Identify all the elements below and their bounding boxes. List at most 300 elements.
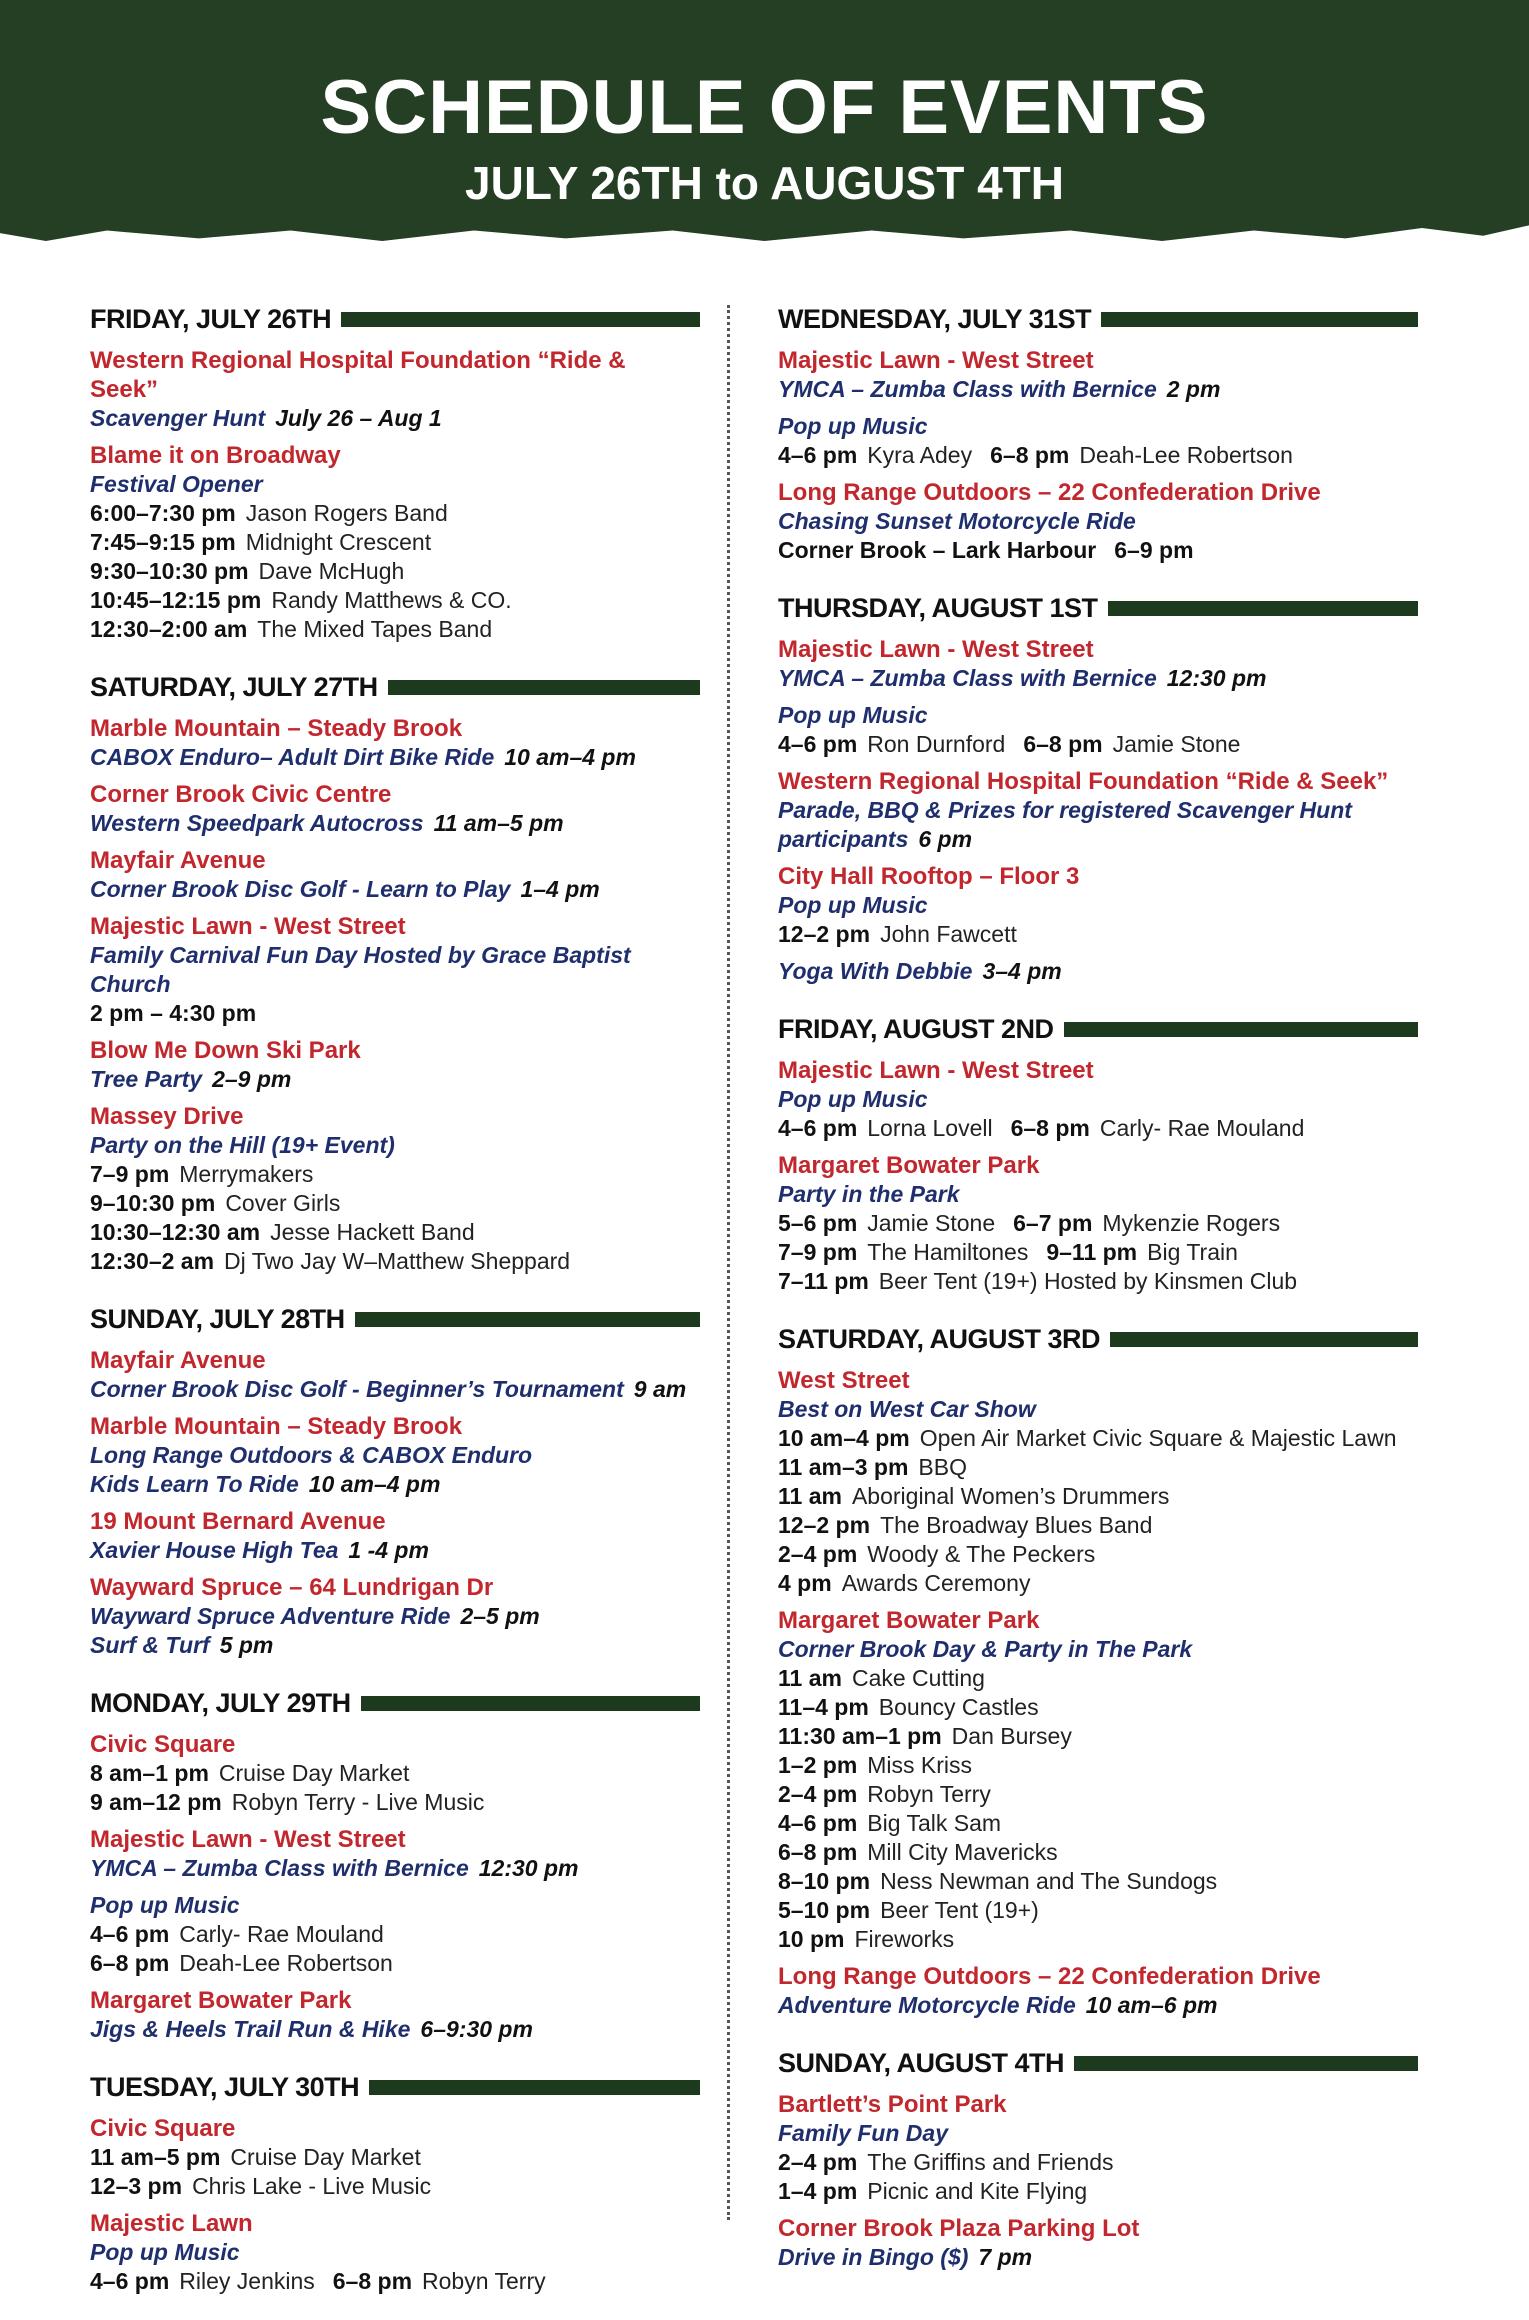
event-item [90, 1036, 700, 1094]
schedule-performer: Open Air Market Civic Square & Majestic Lawn [919, 1425, 1397, 1451]
event-item [90, 1825, 700, 1883]
event-title [90, 743, 700, 772]
event-item [90, 1891, 700, 1978]
event-title [90, 2015, 700, 2044]
event-title [778, 375, 1418, 404]
event-location: Bartlett’s Point Park [778, 2091, 1007, 2118]
event-title-text: Pop up Music [90, 1892, 240, 1918]
schedule-line [778, 1780, 1418, 1809]
schedule-time: 6–8 pm [1010, 1115, 1090, 1141]
event-item [778, 701, 1418, 759]
schedule-time: 8 am–1 pm [90, 1760, 209, 1786]
schedule-performer: Beer Tent (19+) Hosted by Kinsmen Club [878, 1268, 1298, 1294]
event-title [778, 2243, 1418, 2272]
event-item [778, 957, 1418, 986]
event-time: 2–9 pm [212, 1066, 292, 1092]
event-location: Majestic Lawn [90, 2210, 253, 2237]
schedule-line [778, 1482, 1418, 1511]
event-item [90, 441, 700, 644]
schedule-time: 6:00–7:30 pm [90, 500, 236, 526]
event-title-text: Festival Opener [90, 471, 263, 497]
event-title [778, 2119, 1418, 2148]
schedule-performer: John Fawcett [880, 921, 1017, 947]
event-title-text: Best on West Car Show [778, 1396, 1036, 1422]
event-title-text: Corner Brook Disc Golf - Learn to Play [90, 876, 511, 902]
schedule-time: 11:30 am–1 pm [778, 1723, 942, 1749]
schedule-time: 10 am–4 pm [778, 1425, 910, 1451]
schedule-line [778, 1925, 1418, 1954]
schedule-time: 5–6 pm [778, 1210, 858, 1236]
event-location: 19 Mount Bernard Avenue [90, 1508, 386, 1535]
event-item [778, 2214, 1418, 2272]
schedule-line [778, 441, 1418, 470]
schedule-line [778, 1569, 1418, 1598]
schedule-performer: Riley Jenkins [179, 2268, 315, 2294]
schedule-line [778, 1511, 1418, 1540]
schedule-line [90, 1949, 700, 1978]
schedule-time: 2–4 pm [778, 1541, 858, 1567]
event-title-text: Surf & Turf [90, 1632, 210, 1658]
event-title [90, 1631, 700, 1660]
event-title-text: Drive in Bingo ($) [778, 2244, 969, 2270]
schedule-time: 6–7 pm [1013, 1210, 1093, 1236]
schedule-time: 4–6 pm [778, 442, 858, 468]
schedule-time: 9 am–12 pm [90, 1789, 222, 1815]
schedule-performer: Midnight Crescent [245, 529, 432, 555]
day-header [90, 1300, 700, 1338]
schedule-line [90, 1160, 700, 1189]
day-title: THURSDAY, AUGUST 1ST [778, 592, 1098, 623]
schedule-time: 10:45–12:15 pm [90, 587, 262, 613]
schedule-performer: Cake Cutting [851, 1665, 985, 1691]
schedule-performer: Cover Girls [225, 1190, 341, 1216]
schedule-time: 6–8 pm [1023, 731, 1103, 757]
schedule-line [778, 1838, 1418, 1867]
event-title-text: Kids Learn To Ride [90, 1471, 299, 1497]
event-time: 2–5 pm [460, 1603, 540, 1629]
event-location: Majestic Lawn - West Street [778, 347, 1094, 374]
event-title [778, 796, 1418, 825]
event-time: 2 pm [1166, 376, 1221, 402]
day-title: SUNDAY, JULY 28TH [90, 1303, 345, 1334]
event-title [90, 470, 700, 499]
schedule-performer: Bouncy Castles [878, 1694, 1039, 1720]
event-item [778, 862, 1418, 949]
event-title-text: Long Range Outdoors & CABOX Enduro [90, 1442, 533, 1468]
schedule-line [778, 1693, 1418, 1722]
schedule-line [778, 1453, 1418, 1482]
day-section [90, 300, 700, 644]
day-header-bar [1101, 312, 1418, 327]
event-location: Majestic Lawn - West Street [90, 1826, 406, 1853]
schedule-line [90, 557, 700, 586]
day-header [90, 668, 700, 706]
event-time: July 26 – Aug 1 [275, 405, 442, 431]
schedule-performer: Cruise Day Market [218, 1760, 410, 1786]
schedule-performer: Jamie Stone [1112, 731, 1241, 757]
schedule-performer: Big Train [1147, 1239, 1238, 1265]
schedule-performer: Picnic and Kite Flying [867, 2178, 1088, 2204]
schedule-performer: The Broadway Blues Band [880, 1512, 1153, 1538]
schedule-performer: Jamie Stone [867, 1210, 996, 1236]
schedule-performer: Deah-Lee Robertson [179, 1950, 393, 1976]
schedule-performer: Randy Matthews & CO. [271, 587, 512, 613]
event-item [90, 780, 700, 838]
event-time: 10 am–4 pm [504, 744, 636, 770]
schedule-time: 7–9 pm [90, 1161, 170, 1187]
day-header-bar [369, 2080, 700, 2095]
schedule-line [778, 1267, 1418, 1296]
event-title [778, 891, 1418, 920]
event-item [90, 1986, 700, 2044]
schedule-performer: Robyn Terry - Live Music [231, 1789, 485, 1815]
event-item [90, 2114, 700, 2201]
event-title-text: YMCA – Zumba Class with Bernice [90, 1855, 469, 1881]
event-item [778, 2090, 1418, 2206]
event-title-text: Pop up Music [778, 413, 928, 439]
schedule-time: 9–10:30 pm [90, 1190, 216, 1216]
event-time: 9 am [633, 1376, 687, 1402]
schedule-time: 11 am–3 pm [778, 1454, 909, 1480]
schedule-time: 1–2 pm [778, 1752, 858, 1778]
day-title: FRIDAY, AUGUST 2ND [778, 1013, 1054, 1044]
schedule-time: 9:30–10:30 pm [90, 558, 249, 584]
event-item [90, 1730, 700, 1817]
schedule-time: 2–4 pm [778, 1781, 858, 1807]
event-title-text: Pop up Music [778, 1086, 928, 1112]
schedule-time: 11–4 pm [778, 1694, 869, 1720]
event-title [778, 1395, 1418, 1424]
schedule-time: 6–9 pm [1114, 537, 1194, 563]
right-column [778, 300, 1418, 2296]
event-title [90, 2238, 700, 2267]
schedule-performer: Awards Ceremony [841, 1570, 1031, 1596]
event-item [90, 846, 700, 904]
event-time: 7 pm [978, 2244, 1033, 2270]
schedule-time: 12–3 pm [90, 2173, 183, 2199]
event-location: Majestic Lawn - West Street [90, 913, 406, 940]
schedule-performer: Merrymakers [179, 1161, 314, 1187]
event-item [90, 346, 700, 433]
event-title [90, 1065, 700, 1094]
schedule-line [778, 730, 1418, 759]
event-location: Mayfair Avenue [90, 847, 266, 874]
schedule-line [90, 1218, 700, 1247]
day-header-bar [361, 1696, 700, 1711]
schedule-line [778, 1209, 1418, 1238]
event-title [90, 1131, 700, 1160]
day-header-bar [1074, 2056, 1418, 2071]
schedule-performer: Robyn Terry [422, 2268, 546, 2294]
schedule-time: Corner Brook – Lark Harbour [778, 537, 1097, 563]
day-header-bar [388, 680, 700, 695]
schedule-time: 4–6 pm [778, 1810, 858, 1836]
event-title [778, 1085, 1418, 1114]
event-location: Margaret Bowater Park [90, 1987, 352, 2014]
left-column [90, 300, 700, 2320]
schedule-performer: BBQ [918, 1454, 967, 1480]
schedule-line [90, 2143, 700, 2172]
schedule-performer: Mill City Mavericks [867, 1839, 1058, 1865]
event-title-text: Party in the Park [778, 1181, 960, 1207]
event-time: 11 am–5 pm [433, 810, 564, 836]
event-location: Corner Brook Plaza Parking Lot [778, 2215, 1140, 2242]
event-location: Blame it on Broadway [90, 442, 341, 469]
schedule-performer: Ness Newman and The Sundogs [880, 1868, 1218, 1894]
schedule-line [90, 528, 700, 557]
event-title-text: Party on the Hill (19+ Event) [90, 1132, 395, 1158]
event-item [778, 1366, 1418, 1598]
event-title-text: Adventure Motorcycle Ride [778, 1992, 1076, 2018]
page-title: SCHEDULE OF EVENTS [320, 65, 1209, 150]
schedule-performer: Jesse Hackett Band [270, 1219, 475, 1245]
day-header [778, 300, 1418, 338]
event-time: 12:30 pm [478, 1855, 579, 1881]
event-title-text: CABOX Enduro– Adult Dirt Bike Ride [90, 744, 495, 770]
day-section [90, 668, 700, 1276]
day-title: SATURDAY, JULY 27TH [90, 671, 378, 702]
schedule-performer: Lorna Lovell [867, 1115, 993, 1141]
event-time: 6 pm [918, 826, 973, 852]
event-title [90, 1891, 700, 1920]
event-item [90, 1412, 700, 1499]
schedule-performer: Deah-Lee Robertson [1079, 442, 1293, 468]
event-title-text: Corner Brook Disc Golf - Beginner’s Tournament [90, 1376, 624, 1402]
schedule-performer: Kyra Adey [867, 442, 973, 468]
event-title-text: YMCA – Zumba Class with Bernice [778, 665, 1157, 691]
event-location: West Street [778, 1367, 910, 1394]
event-title-text: Xavier House High Tea [90, 1537, 339, 1563]
day-header [778, 1320, 1418, 1358]
event-location: Civic Square [90, 1731, 236, 1758]
event-location: Mayfair Avenue [90, 1347, 266, 1374]
schedule-line [778, 1424, 1418, 1453]
schedule-time: 4 pm [778, 1570, 832, 1596]
schedule-performer: Robyn Terry [867, 1781, 991, 1807]
schedule-performer: Miss Kriss [867, 1752, 973, 1778]
event-title [90, 1536, 700, 1565]
event-time: 10 am–4 pm [308, 1471, 441, 1497]
day-section [90, 1300, 700, 1660]
schedule-line [90, 615, 700, 644]
schedule-time: 11 am [778, 1483, 842, 1509]
schedule-line [90, 2267, 700, 2296]
day-header [90, 2068, 700, 2106]
day-title: SUNDAY, AUGUST 4TH [778, 2047, 1065, 2078]
event-title [778, 957, 1418, 986]
day-title: TUESDAY, JULY 30TH [90, 2071, 360, 2102]
event-location: Blow Me Down Ski Park [90, 1037, 361, 1064]
event-title [90, 1602, 700, 1631]
event-location: Margaret Bowater Park [778, 1152, 1040, 1179]
event-title-text: Corner Brook Day & Party in The Park [778, 1636, 1193, 1662]
schedule-performer: Mykenzie Rogers [1102, 1210, 1281, 1236]
schedule-line [90, 1189, 700, 1218]
day-section [90, 1684, 700, 2044]
event-title-text: Scavenger Hunt [90, 405, 266, 431]
schedule-performer: Chris Lake - Live Music [192, 2173, 432, 2199]
event-location: City Hall Rooftop – Floor 3 [778, 863, 1080, 890]
event-title-text: Parade, BBQ & Prizes for registered Scavenger Hunt [778, 797, 1352, 823]
event-location: Long Range Outdoors – 22 Confederation Drive [778, 1963, 1321, 1990]
day-header [90, 1684, 700, 1722]
schedule-time: 7–11 pm [778, 1268, 869, 1294]
schedule-time: 10 pm [778, 1926, 845, 1952]
schedule-performer: Carly- Rae Mouland [1099, 1115, 1305, 1141]
schedule-performer: Ron Durnford [867, 731, 1006, 757]
event-title-text: Family Carnival Fun Day Hosted by Grace Baptist Church [90, 942, 631, 997]
schedule-line [778, 1751, 1418, 1780]
day-header-bar [1108, 601, 1418, 616]
schedule-time: 4–6 pm [90, 1921, 170, 1947]
event-time: 1–4 pm [520, 876, 600, 902]
event-location: Majestic Lawn - West Street [778, 636, 1094, 663]
event-title-text: Pop up Music [90, 2239, 240, 2265]
schedule-performer: Jason Rogers Band [245, 500, 448, 526]
event-location: Western Regional Hospital Foundation “Ride & Seek” [90, 347, 626, 403]
event-location: Marble Mountain – Steady Brook [90, 1413, 463, 1440]
event-title [90, 404, 700, 433]
schedule-line [778, 1809, 1418, 1838]
event-title-text: Tree Party [90, 1066, 203, 1092]
event-item [90, 1346, 700, 1404]
schedule-line [778, 920, 1418, 949]
schedule-time: 4–6 pm [90, 2268, 170, 2294]
day-section [778, 1010, 1418, 1296]
schedule-time: 4–6 pm [778, 1115, 858, 1141]
event-time: 1 -4 pm [348, 1537, 429, 1563]
event-title [778, 412, 1418, 441]
event-location: Long Range Outdoors – 22 Confederation Drive [778, 479, 1321, 506]
day-section [778, 300, 1418, 565]
schedule-time: 5–10 pm [778, 1897, 871, 1923]
schedule-line [90, 586, 700, 615]
event-location: Corner Brook Civic Centre [90, 781, 392, 808]
event-title-text: Pop up Music [778, 892, 928, 918]
event-title-text: Jigs & Heels Trail Run & Hike [90, 2016, 411, 2042]
day-title: SATURDAY, AUGUST 3RD [778, 1323, 1101, 1354]
event-title [90, 875, 700, 904]
schedule-time: 8–10 pm [778, 1868, 871, 1894]
event-item [778, 478, 1418, 565]
schedule-line [778, 1722, 1418, 1751]
schedule-performer: Carly- Rae Mouland [179, 1921, 384, 1947]
day-header-bar [341, 312, 700, 327]
event-title [778, 507, 1418, 536]
event-time: 3–4 pm [982, 958, 1062, 984]
schedule-line [778, 2177, 1418, 2206]
day-header-bar [1110, 1332, 1418, 1347]
event-time-line: 2 pm – 4:30 pm [90, 1000, 257, 1026]
event-title-text: Wayward Spruce Adventure Ride [90, 1603, 451, 1629]
event-item [90, 1507, 700, 1565]
event-title [778, 1991, 1418, 2020]
schedule-line [90, 2172, 700, 2201]
event-title [778, 1180, 1418, 1209]
event-item [778, 346, 1418, 404]
schedule-time: 11 am [778, 1665, 842, 1691]
event-time: 12:30 pm [1166, 665, 1267, 691]
schedule-line [778, 1896, 1418, 1925]
schedule-line [90, 1247, 700, 1276]
day-header [90, 300, 700, 338]
day-header [778, 589, 1418, 627]
event-title [90, 1441, 700, 1470]
event-item [90, 2209, 700, 2296]
schedule-performer: Dave McHugh [258, 558, 405, 584]
event-title [90, 1470, 700, 1499]
event-title [90, 1854, 700, 1883]
event-title [778, 701, 1418, 730]
day-header [778, 2044, 1418, 2082]
schedule-performer: The Mixed Tapes Band [257, 616, 493, 642]
schedule-time: 6–8 pm [90, 1950, 170, 1976]
event-location: Majestic Lawn - West Street [778, 1057, 1094, 1084]
event-item [90, 1102, 700, 1276]
schedule-performer: Beer Tent (19+) [880, 1897, 1039, 1923]
event-item [90, 1573, 700, 1660]
event-title-text: Yoga With Debbie [778, 958, 973, 984]
schedule-line [778, 2148, 1418, 2177]
event-title [778, 1635, 1418, 1664]
schedule-time: 4–6 pm [778, 731, 858, 757]
day-title: WEDNESDAY, JULY 31ST [778, 303, 1092, 334]
day-title: MONDAY, JULY 29TH [90, 1687, 351, 1718]
day-header-bar [1064, 1022, 1418, 1037]
schedule-line [90, 499, 700, 528]
event-item [778, 1962, 1418, 2020]
schedule-time: 12:30–2:00 am [90, 616, 248, 642]
schedule-line [778, 1540, 1418, 1569]
schedule-time: 12:30–2 am [90, 1248, 215, 1274]
event-item [778, 635, 1418, 693]
day-section [90, 2068, 700, 2296]
schedule-line [90, 1759, 700, 1788]
schedule-performer: Dan Bursey [951, 1723, 1072, 1749]
schedule-performer: Big Talk Sam [867, 1810, 1002, 1836]
event-item [778, 1056, 1418, 1143]
event-title-text: participants [778, 826, 909, 852]
day-section [778, 1320, 1418, 2020]
schedule-line [90, 1788, 700, 1817]
schedule-time: 7–9 pm [778, 1239, 858, 1265]
schedule-performer: The Griffins and Friends [867, 2149, 1114, 2175]
event-title-text: Chasing Sunset Motorcycle Ride [778, 508, 1136, 534]
schedule-line [778, 1867, 1418, 1896]
schedule-performer: Fireworks [854, 1926, 955, 1952]
event-location: Western Regional Hospital Foundation “Ride & Seek” [778, 768, 1389, 795]
event-item [778, 1151, 1418, 1296]
event-title-text: Western Speedpark Autocross [90, 810, 424, 836]
schedule-time: 12–2 pm [778, 921, 871, 947]
schedule-performer: Aboriginal Women’s Drummers [851, 1483, 1170, 1509]
schedule-time: 7:45–9:15 pm [90, 529, 236, 555]
day-section [778, 589, 1418, 986]
event-location: Massey Drive [90, 1103, 244, 1130]
schedule-performer: Dj Two Jay W–Matthew Sheppard [224, 1248, 571, 1274]
event-location: Marble Mountain – Steady Brook [90, 715, 463, 742]
schedule-line [90, 1920, 700, 1949]
day-header [778, 1010, 1418, 1048]
event-location: Margaret Bowater Park [778, 1607, 1040, 1634]
event-title [778, 664, 1418, 693]
schedule-time: 6–8 pm [778, 1839, 858, 1865]
page-subtitle: JULY 26TH to AUGUST 4TH [465, 157, 1064, 209]
event-title-text: YMCA – Zumba Class with Bernice [778, 376, 1157, 402]
event-item [90, 912, 700, 1028]
day-title: FRIDAY, JULY 26TH [90, 303, 332, 334]
schedule-time: 9–11 pm [1046, 1239, 1138, 1265]
